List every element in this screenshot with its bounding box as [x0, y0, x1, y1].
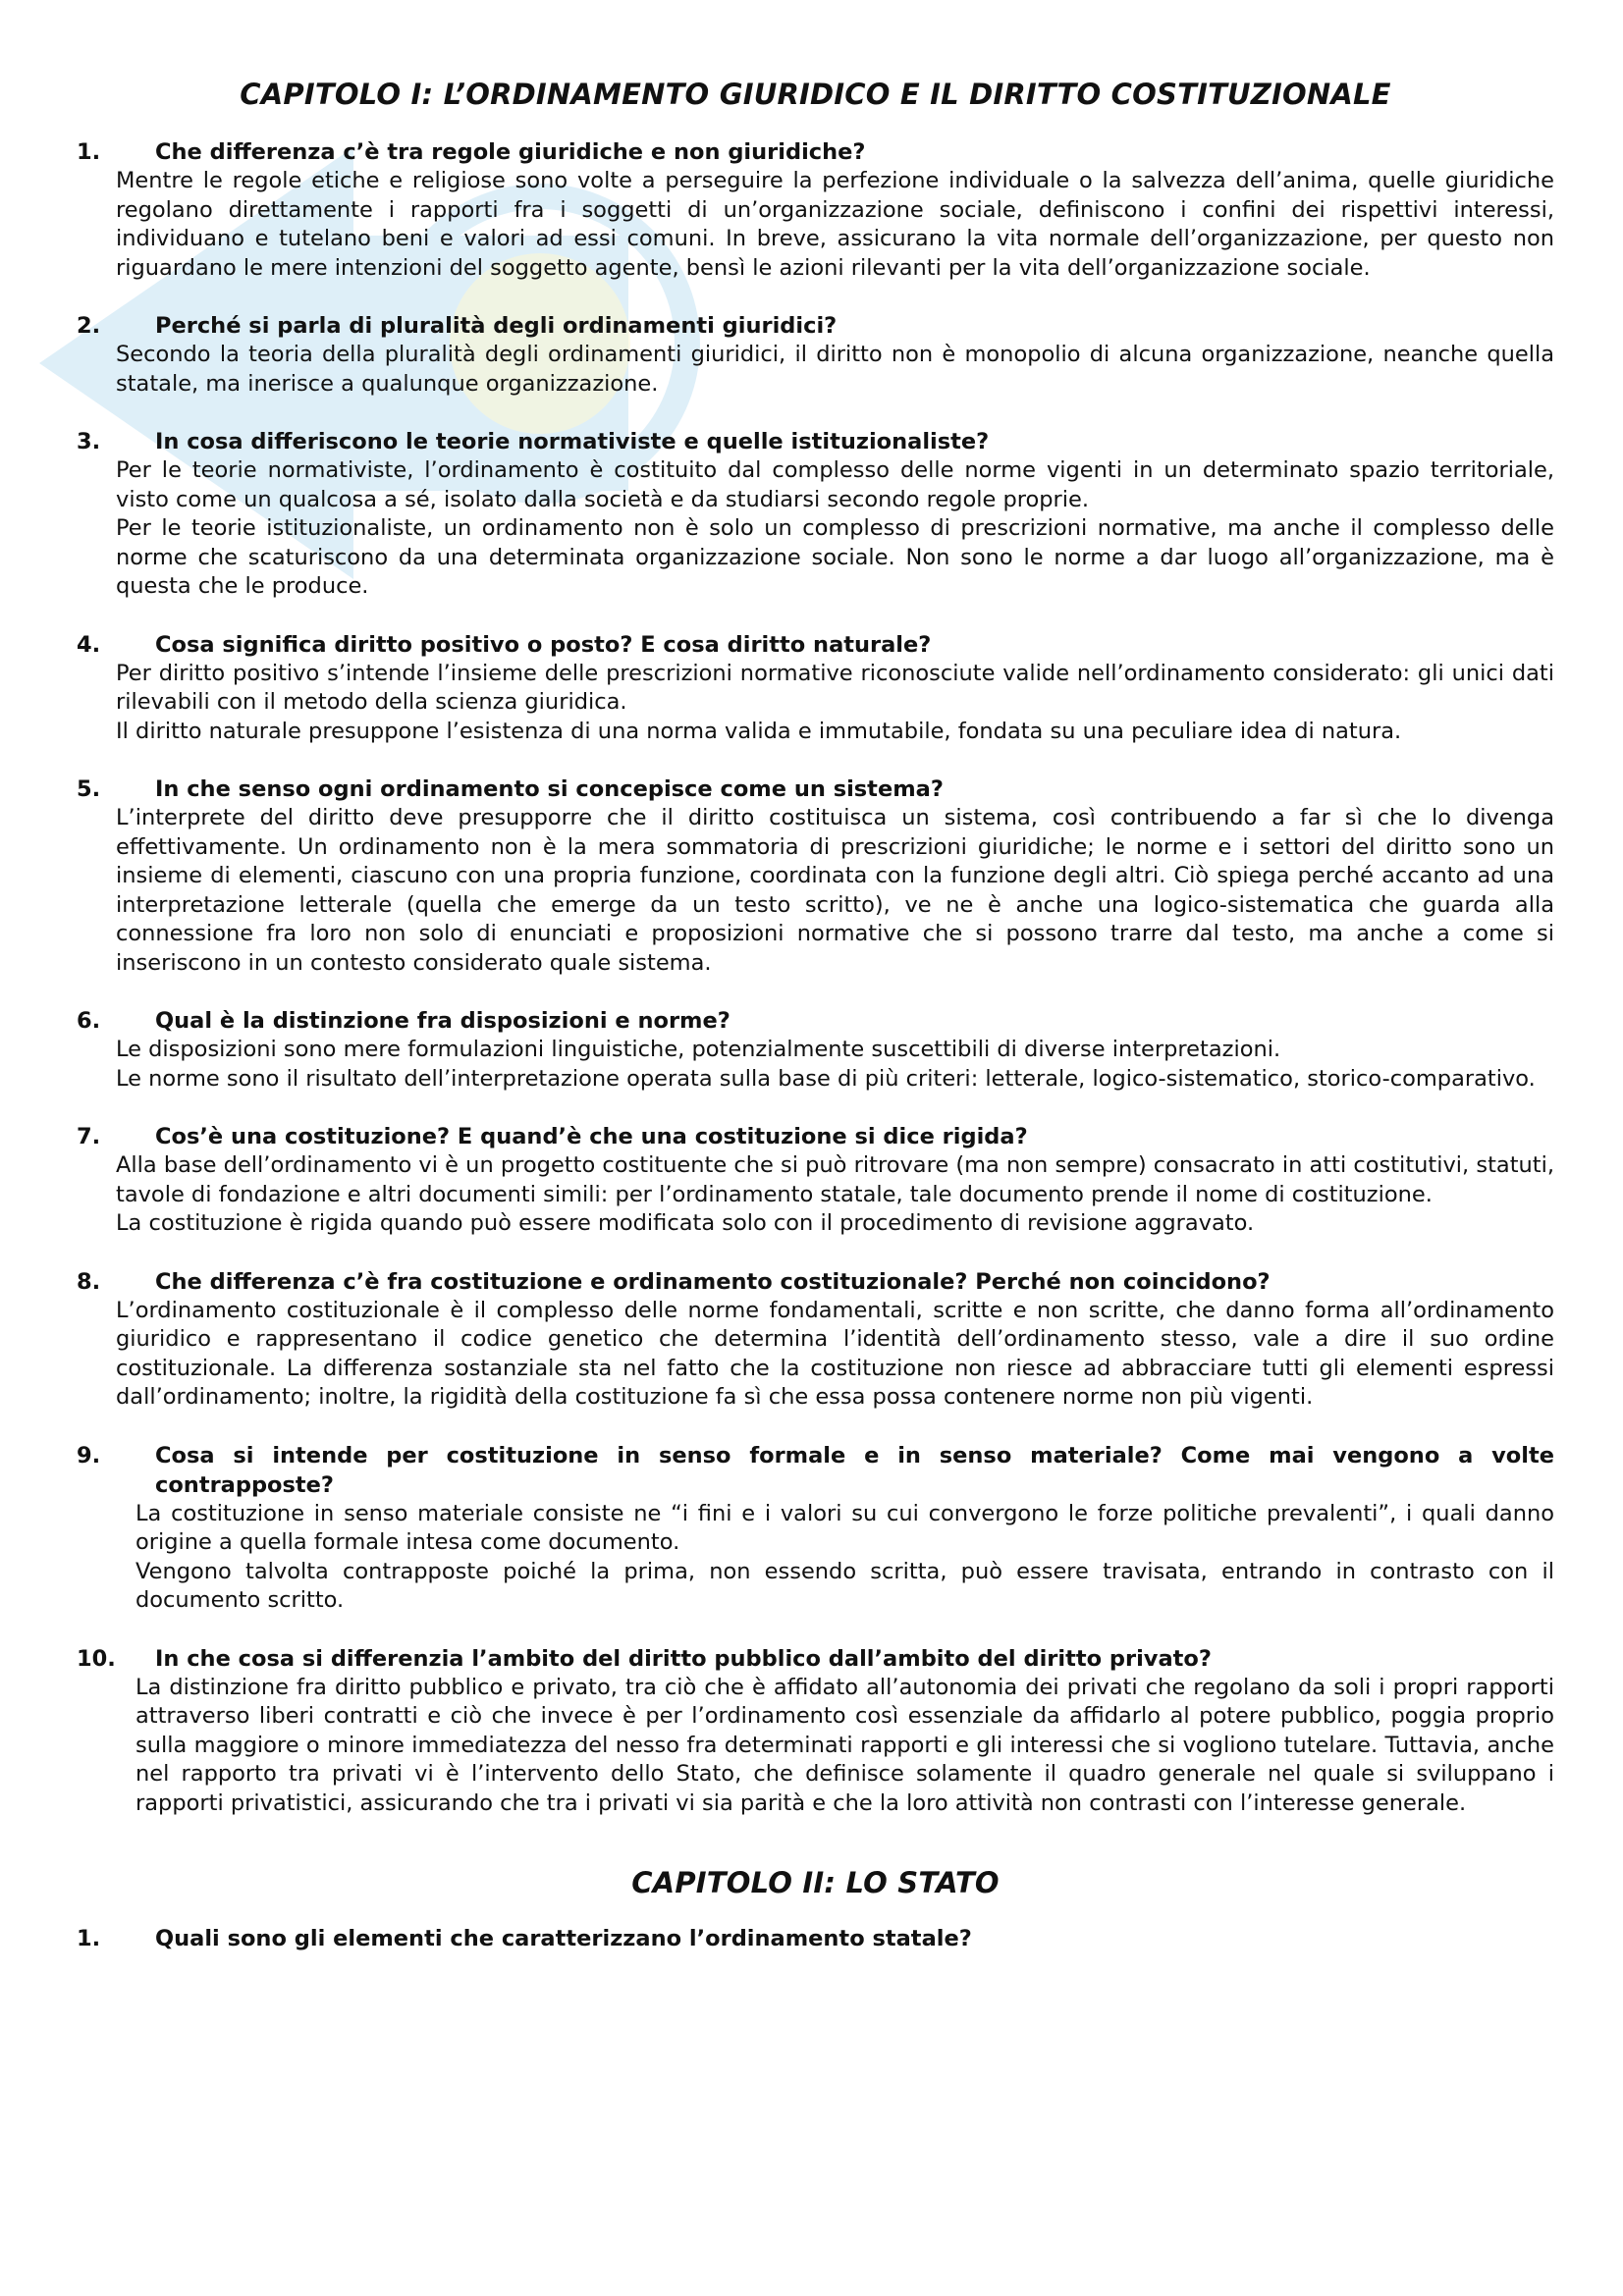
question-text: Cos’è una costituzione? E quand’è che una costituzione si dice rigida? [155, 1124, 1028, 1149]
answer-paragraph: La costituzione in senso materiale consiste ne “i fini e i valori su cui convergono le forze politiche prevalenti”, i quali danno origine a quella formale intesa come documento. [135, 1500, 1554, 1555]
qa-item-1 [77, 137, 1554, 283]
qa-item-10 [77, 1644, 1554, 1819]
question [77, 630, 1554, 660]
question-text: In che cosa si differenzia l’ambito del diritto pubblico dall’ambito del diritto privato? [155, 1645, 1212, 1672]
answer-paragraph: Vengono talvolta contrapposte poiché la prima, non essendo scritta, può essere travisata, entrando in contrasto con il documento scritto. [135, 1558, 1554, 1613]
qa-item-2 [77, 311, 1554, 399]
question [77, 1006, 1554, 1036]
question-number: 5. [77, 776, 101, 802]
chapter-2-title: CAPITOLO II: LO STATO [631, 1866, 1000, 1899]
question-text: Qual è la distinzione fra disposizioni e norme? [155, 1008, 730, 1034]
question [77, 1267, 1554, 1297]
qa-item-5 [77, 774, 1554, 978]
answer [135, 1674, 1554, 1819]
answer [116, 1297, 1554, 1413]
question [77, 427, 1554, 456]
question-number: 4. [77, 631, 101, 658]
answer-paragraph: Le disposizioni sono mere formulazioni linguistiche, potenzialmente suscettibili di diverse interpretazioni. [116, 1037, 1281, 1062]
answer-paragraph: Per le teorie normativiste, l’ordinamento è costituito dal complesso delle norme vigenti in un determinato spazio territoriale, visto come un qualcosa a sé, isolato dalla società e da studiarsi secondo regole proprie. [116, 457, 1554, 512]
qa-item-7 [77, 1122, 1554, 1239]
question-text: Quali sono gli elementi che caratterizzano l’ordinamento statale? [155, 1926, 972, 1951]
question-number: 3. [77, 429, 101, 454]
answer [116, 167, 1554, 283]
question [77, 1122, 1554, 1151]
qa-item-4 [77, 630, 1554, 747]
question [77, 311, 1554, 341]
document-page [77, 77, 1554, 1982]
answer [116, 660, 1554, 747]
question-text: Che differenza c’è tra regole giuridiche e non giuridiche? [155, 139, 866, 165]
answer [116, 456, 1554, 602]
answer-paragraph: Alla base dell’ordinamento vi è un progetto costituente che si può ritrovare (ma non sempre) consacrato in atti costitutivi, statuti, tavole di fondazione e altri documenti simili: per l’ordinamento statale, tale documento prende il nome di costituzione. [116, 1152, 1554, 1207]
question-number: 1. [77, 139, 101, 165]
answer-paragraph: La distinzione fra diritto pubblico e privato, tra ciò che è affidato all’autonomia dei privati che regolano da soli i propri rapporti attraverso liberi contratti e ciò che invece è per l’ordinamento così essenziale da affidarlo al potere pubblico, poggia proprio sulla maggiore o minore immediatezza del nesso fra determinati rapporti e gli interessi che si vogliono tutelare. Tuttavia, anche nel rapporto tra privati vi è l’intervento dello Stato, che definisce solamente il quadro generale nel quale si sviluppano i rapporti privatistici, assicurando che tra i privati vi sia parità e che la loro attività non contrasti con l’interesse generale. [135, 1674, 1554, 1816]
question-text: Cosa significa diritto positivo o posto? E cosa diritto naturale? [155, 631, 932, 658]
question-text: Cosa si intende per costituzione in senso formale e in senso materiale? Come mai vengono a volte contrapposte? [155, 1442, 1554, 1498]
answer [116, 1036, 1554, 1094]
question-number: 9. [77, 1442, 101, 1468]
answer [135, 1500, 1554, 1616]
qa-item-8 [77, 1267, 1554, 1413]
question-number: 7. [77, 1124, 101, 1149]
question [77, 774, 1554, 804]
answer-paragraph: L’ordinamento costituzionale è il complesso delle norme fondamentali, scritte e non scritte, che danno forma all’ordinamento giuridico e rappresentano il codice genetico che determina l’identità dell’ordinamento stesso, vale a dire il suo ordine costituzionale. La differenza sostanziale sta nel fatto che la costituzione non riesce ad abbracciare tutti gli elementi espressi dall’ordinamento; inoltre, la rigidità della costituzione fa sì che essa possa contenere norme non più vigenti. [116, 1297, 1554, 1410]
question-number: 8. [77, 1268, 101, 1295]
question-text: Perché si parla di pluralità degli ordinamenti giuridici? [155, 313, 838, 339]
chapter-1-title: CAPITOLO I: L’ORDINAMENTO GIURIDICO E IL DIRITTO COSTITUZIONALE [240, 78, 1391, 111]
qa-item-3 [77, 427, 1554, 602]
question [77, 1644, 1554, 1674]
question-number: 6. [77, 1008, 101, 1034]
qa-item-ch2-1 [77, 1924, 1554, 1953]
question-number: 1. [77, 1926, 101, 1951]
answer-paragraph: La costituzione è rigida quando può essere modificata solo con il procedimento di revisione aggravato. [116, 1210, 1255, 1236]
qa-item-9 [77, 1441, 1554, 1616]
question-text: In che senso ogni ordinamento si concepisce come un sistema? [155, 776, 944, 802]
answer-paragraph: Il diritto naturale presuppone l’esistenza di una norma valida e immutabile, fondata su una peculiare idea di natura. [116, 718, 1402, 744]
answer [116, 804, 1554, 978]
question-number: 2. [77, 313, 101, 339]
question-number: 10. [77, 1645, 116, 1672]
answer [116, 341, 1554, 399]
question [77, 1441, 1554, 1500]
answer-paragraph: Per diritto positivo s’intende l’insieme delle prescrizioni normative riconosciute valide nell’ordinamento considerato: gli unici dati rilevabili con il metodo della scienza giuridica. [116, 660, 1554, 715]
question-text: In cosa differiscono le teorie normativiste e quelle istituzionaliste? [155, 429, 990, 454]
qa-item-6 [77, 1006, 1554, 1094]
question-text: Che differenza c’è fra costituzione e ordinamento costituzionale? Perché non coincidono? [155, 1268, 1271, 1295]
question [77, 137, 1554, 167]
answer-paragraph: Per le teorie istituzionaliste, un ordinamento non è solo un complesso di prescrizioni normative, ma anche il complesso delle norme che scaturiscono da una determinata organizzazione sociale. Non sono le norme a dar luogo all’organizzazione, ma è questa che le produce. [116, 515, 1554, 599]
answer-paragraph: Secondo la teoria della pluralità degli ordinamenti giuridici, il diritto non è monopolio di alcuna organizzazione, neanche quella statale, ma inerisce a qualunque organizzazione. [116, 342, 1554, 397]
answer-paragraph: Le norme sono il risultato dell’interpretazione operata sulla base di più criteri: letterale, logico-sistematico, storico-comparativo. [116, 1065, 1536, 1092]
answer-paragraph: L’interprete del diritto deve presupporre che il diritto costituisca un sistema, così contribuendo a far sì che lo divenga effettivamente. Un ordinamento non è la mera sommatoria di prescrizioni giuridiche; le norme e i settori del diritto sono un insieme di elementi, ciascuno con una propria funzione, coordinata con la funzione degli altri. Ciò spiega perché accanto ad una interpretazione letterale (quella che emerge da un testo scritto), ve ne è anche una logico-sistematica che guarda alla connessione fra loro non solo di enunciati e proposizioni normative che si possono trarre dal testo, ma anche a come si inseriscono in un contesto considerato quale sistema. [116, 805, 1554, 976]
question [77, 1924, 1554, 1953]
answer-paragraph: Mentre le regole etiche e religiose sono volte a perseguire la perfezione individuale o la salvezza dell’anima, quelle giuridiche regolano direttamente i rapporti fra i soggetti di un’organizzazione sociale, definiscono i confini dei rispettivi interessi, individuano e tutelano beni e valori ad essi comuni. In breve, assicurano la vita normale dell’organizzazione, per questo non riguardano le mere intenzioni del soggetto agente, bensì le azioni rilevanti per la vita dell’organizzazione sociale. [116, 168, 1554, 281]
answer [116, 1151, 1554, 1239]
